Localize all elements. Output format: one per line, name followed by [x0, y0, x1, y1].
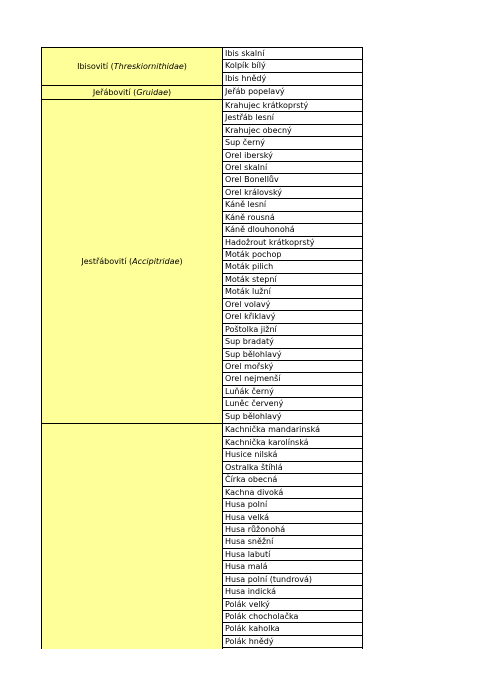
- family-cell: Jestřábovití (Accipitridae): [42, 100, 223, 424]
- species-cell: Polák kaholka: [223, 623, 362, 635]
- family-latin-name: Accipitridae: [132, 257, 180, 267]
- species-column: [223, 424, 362, 648]
- species-cell: Ostralka štíhlá: [223, 462, 362, 474]
- family-name: Ibisovití: [77, 62, 109, 72]
- species-cell: Husa labutí: [223, 549, 362, 561]
- family-group: [41, 100, 363, 425]
- species-cell: Sup bělohlavý: [223, 349, 362, 361]
- species-cell: Husice nilská: [223, 449, 362, 461]
- species-cell: Orel skalní: [223, 162, 362, 174]
- species-cell: Orel nejmenší: [223, 373, 362, 385]
- species-cell: Káně rousná: [223, 212, 362, 224]
- species-column: [223, 86, 362, 98]
- species-cell: Kachnička karolínská: [223, 437, 362, 449]
- species-cell: Husa růžonohá: [223, 524, 362, 536]
- species-cell: Luněc červený: [223, 398, 362, 410]
- species-cell: Husa indická: [223, 586, 362, 598]
- species-cell: Káně dlouhonohá: [223, 224, 362, 236]
- species-cell: Jeřáb popelavý: [225, 87, 285, 97]
- species-cell: Moták pilich: [223, 261, 362, 273]
- family-name: Jestřábovití: [81, 257, 127, 267]
- species-cell: Orel křiklavý: [223, 311, 362, 323]
- species-cell: Orel volavý: [223, 299, 362, 311]
- species-column: [223, 48, 362, 85]
- species-cell: Husa malá: [223, 561, 362, 573]
- species-cell: Čírka obecná: [223, 474, 362, 486]
- family-cell: Ibisovití (Threskiornithidae): [42, 48, 223, 85]
- species-cell: Kachna divoká: [223, 487, 362, 499]
- species-cell: Husa polní: [223, 499, 362, 511]
- species-cell: Káně lesní: [223, 199, 362, 211]
- species-cell: Husa velká: [223, 512, 362, 524]
- species-cell: Polák chocholačka: [223, 611, 362, 623]
- species-cell: Polák hnědý: [223, 636, 362, 648]
- species-cell: Orel mořský: [223, 361, 362, 373]
- species-cell: Moták pochop: [223, 249, 362, 261]
- species-cell: Orel iberský: [223, 150, 362, 162]
- species-cell: Jestřáb lesní: [223, 112, 362, 124]
- species-cell: Moták stepní: [223, 274, 362, 286]
- species-table: [41, 47, 363, 649]
- family-name: Jeřábovití: [92, 88, 131, 98]
- species-cell: Luňák černý: [223, 386, 362, 398]
- species-cell: Poštolka jižní: [223, 324, 362, 336]
- family-group: [41, 47, 363, 86]
- species-cell: Hadožrout krátkoprstý: [223, 237, 362, 249]
- species-cell: Orel královský: [223, 187, 362, 199]
- species-cell: Sup bradatý: [223, 336, 362, 348]
- species-cell: Kachnička mandarinská: [223, 424, 362, 436]
- family-latin-name: Gruidae: [136, 88, 168, 98]
- species-cell: Krahujec krátkoprstý: [223, 100, 362, 112]
- family-cell: Jeřábovití (Gruidae): [42, 86, 223, 98]
- species-cell: Sup bělohlavý: [225, 411, 282, 421]
- species-cell: Ibis hnědý: [225, 73, 267, 83]
- family-cell: [42, 424, 223, 648]
- species-cell: Husa polní (tundrová): [223, 574, 362, 586]
- species-column: [223, 100, 362, 424]
- species-cell: Polák velký: [223, 599, 362, 611]
- family-latin-name: Threskiornithidae: [113, 62, 184, 72]
- species-cell: Kolpík bílý: [223, 60, 362, 72]
- species-cell: Krahujec obecný: [223, 125, 362, 137]
- species-cell: Moták lužní: [223, 286, 362, 298]
- species-cell: Ibis skalní: [223, 48, 362, 60]
- family-group: [41, 86, 363, 99]
- species-cell: Husa sněžní: [223, 536, 362, 548]
- family-group: [41, 424, 363, 648]
- species-cell: Sup černý: [223, 137, 362, 149]
- species-cell: Orel Bonellův: [223, 174, 362, 186]
